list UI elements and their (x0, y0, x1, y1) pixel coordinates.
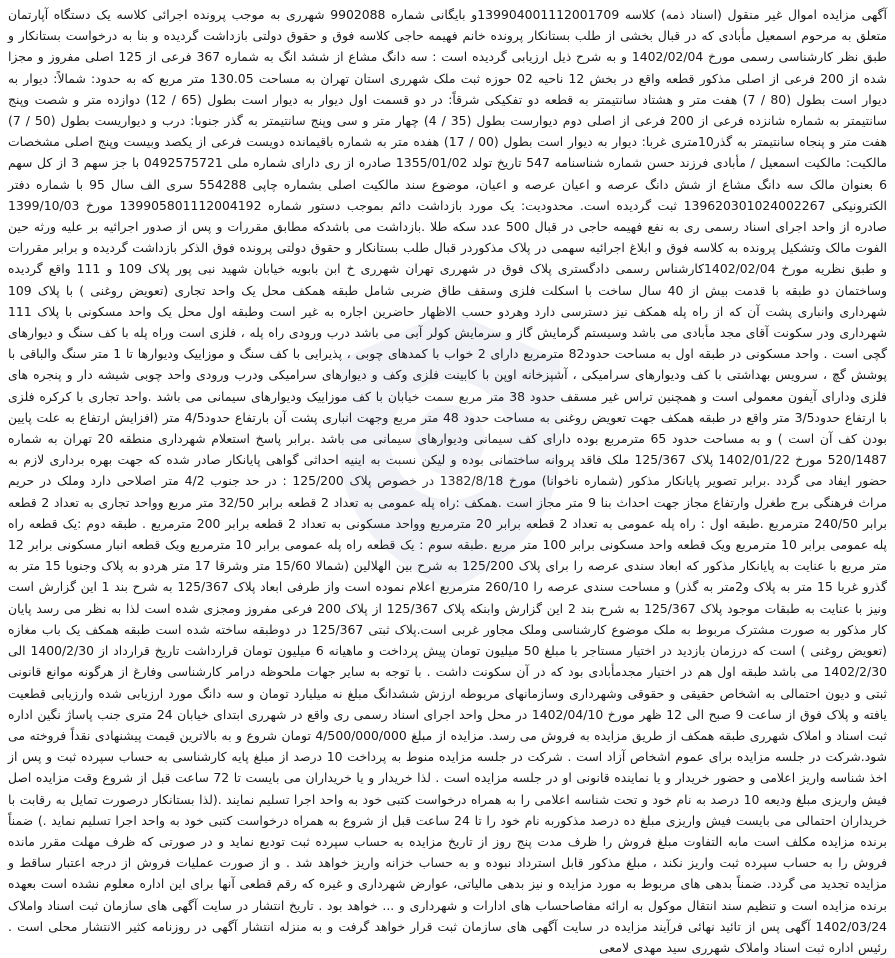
auction-notice-text: آگهی مزایده اموال غیر منقول (اسناد ذمه) کلاسه 139904001112001709و بایگانی شماره 9902088 شهرری به موجب پرونده اجرائی کلاسه یک دستگاه آپارتمان متعلق به مرحوم اسمعیل مأبادی که در قبال بخشی از طلب بستانکار پرونده خانم فهیمه حاجی کلاسه فوق و حقوق دولتی بازداشت گردیده و بنا به درخواست بستانکار و طبق نظر کارشناسی رسمی مورخ 1402/02/04 و به شرح ذیل ارزیابی گردیده است : سه دانگ مشاع از ششد انگ به شماره 367 فرعی از 125 اصلی مفروز و مجزا شده از 200 فرعی از اصلی مذکور قطعه واقع در بخش 12 ناحیه 02 حوزه ثبت ملک شهرری استان تهران به مساحت 130.05 متر مربع که به حدود: شمالاً: دیوار به دیوار است بطول (80 / 7) هفت متر و هشتاد سانتیمتر به قطعه دو تفکیکی شرقاً: در دو قسمت اول دیوار به دیوار است بطول (65 / 12) دوازده متر و شصت وپنج سانتیمتر به شماره شانزده فرعی از 200 فرعی از اصلی دوم دیوارست بطول (35 / 4) چهار متر و سی وپنج سانتیمتر به گذر جنوبا: درب و دیواریست بطول (50 / 7) هفت متر و پنجاه سانتیمتر به گذر10متری غربا: دیوار به دیوار است بطول (00 / 17) هفده متر به شماره باقیمانده دویست فرعی از یکصد وبیست وپنج اصلی مشخصات مالکیت: مالکیت اسمعیل / مأبادی فرزند حسن شماره شناسنامه 547 تاریخ تولد 1355/01/02 صادره از ری دارای شماره ملی 0492575721 با جز سهم 3 از کل سهم 6 بعنوان مالک سه دانگ مشاع از شش دانگ عرصه و اعیان عرصه و اعیان، موضوع سند مالکیت اصلی بشماره چاپی 554288 سری الف سال 95 با شماره دفتر الکترونیکی 139620301024002267 ثبت گردیده است. محدودیت: یک مورد بازداشت دائم بموجب دستور شماره 139905801112004192 مورخ 1399/10/03 صادره از واحد اجرای اسناد رسمی ری به نفع فهیمه حاجی در قبال 500 عدد سکه طلا .بازداشت می باشدکه مطابق مقررات و پس از صدور اجرائیه بر علیه ورثه حین الفوت مالک وتشکیل پرونده به کلاسه فوق و ابلاغ اجرائیه سهمی در پلاک مذکوردر قبال طلب بستانکار و حقوق دولتی پرونده فوق الذکر بازداشت گردیده و برابر مقررات و طبق نظریه مورخ 1402/02/04کارشناس رسمی دادگستری پلاک فوق در شهرری تهران شهرری خ ابن بابویه خیابان شهید نبی پور پلاک 109 و 111 واقع گردیده وساختمان دو طبقه با قدمت بیش از 40 سال ساخت با اسکلت فلزی وسقف طاق ضربی شامل طبقه همکف محل یک واحد تجاری (تعویض روغنی ) با پلاک 109 شهرداری وانباری پشت آن که از راه پله همکف نیز دسترسی دارد وهردو حسب الاظهار حاضرین اجاره به غیر است وطبقه اول محل یک واحد مسکونی با پلاک 111 شهرداری ودر سکونت آقای مجد مأبادی می باشد وسیستم گرمایش گاز و سرمایش کولر آبی می باشد درب ورودی راه پله ، فلزی است وراه پله با کف سنگ و دیوارهای گچی است . واحد مسکونی در طبقه اول به مساحت حدود82 مترمربع دارای 2 خواب با کمدهای چوبی ، پذیرایی با کف سنگ و موزاییک ودیوارها تا 1 متر سنگ والباقی با پوشش گچ ، سرویس بهداشتی با کف ودیوارهای سرامیکی ، آشپزخانه اوپن با کابینت فلزی وکف و دیوارهای سرامیکی ودرب ورودی واحد چوبی شیشه دار و پنجره های فلزی ودارای آیفون معمولی است و همچنین تراس غیر مسقف حدود 38 متر مربع سمت خیابان با کف موزاییک ودیوارهای سیمانی می باشد .واحد تجاری با کرکره فلزی با ارتفاع حدود3/5 متر واقع در طبقه همکف جهت تعویض روغنی به مساحت حدود 48 متر مربع وجهت انباری پشت آن بارتفاع حدود4/5 متر (افزایش ارتفاع به علت پایین بودن کف آن است ) و به مساحت حدود 65 مترمربع بوده دارای کف سیمانی ودیوارهای سیمانی می باشد .برابر پاسخ استعلام شهرداری منطقه 20 تهران به شماره 520/1487 مورخ 1402/01/22 پلاک 125/367 ملک فاقد پروانه ساختمانی بوده و لیکن نسبت به اینیه احداثی گواهی پایانکار صادر شده که جهت بهره برداری لازم به حضور ایفاد می گردد .برابر تصویر پایانکار مذکور (شماره ناخوانا) مورخ 1382/8/18 در خصوص پلاک 125/200 : در حد جنوب 4/2 متر اصلاحی دارد وملک در حریم مراث فرهنگی برج طغرل وارتفاع مجاز جهت احداث بنا 9 متر مجاز است .همکف :راه پله عمومی به تعداد 2 قطعه برابر 32/50 متر مربع وواحد تجاری به تعداد 2 قطعه برابر 240/50 مترمربع .طبقه اول : راه پله عمومی به تعداد 2 قطعه برابر 20 مترمربع وواحد مسکونی به تعداد 2 قطعه برابر 200 مترمربع . طبقه دوم :یک قطعه راه پله عمومی برابر 10 مترمربع ویک قطعه واحد مسکونی برابر 100 متر مربع .طبقه سوم : یک قطعه راه پله عمومی برابر 10 مترمربع ویک قطعه انبار مسکونی برابر 12 متر مربع با عنایت به پایانکار مذکور که ابعاد سندی عرصه را برای پلاک 125/200 به شرح بین الهلالین (شمالا 15/60 متر وشرقا 17 متر هردو به پلاک وجنوبا 15 متر به گذرو غربا 15 متر به پلاک و2متر به گذر) و مساحت سندی عرصه را 260/10 مترمربع اعلام نموده است واز طرفی ابعاد پلاک 125/367 به شرح بند 1 این گزارش است ونیز با عنایت به طبقات موجود پلاک 125/367 به شرح بند 2 این گزارش وابنکه پلاک 125/367 از پلاک 200 فرعی مفروز ومجزی شده است لذا به نظر می رسد پایان کار مذکور به صورت مشترک مربوط به ملک موضوع کارشناسی وملک مجاور غربی است.پلاک ثبتی 125/367 در دوطبقه ساخته شده است طبقه همکف یک باب مغازه (تعویض روغنی ) است که درزمان بازدید در اختیار مستاجر با مبلغ 50 میلیون تومان پیش پرداخت و ماهیانه 6 میلیون تومان قرارداشت تاریخ قرارداد از 1400/2/30 الی 1402/2/30 می باشد طبقه اول هم در اختیار مجدمأبادی بود که در آن سکونت داشت . با توجه به سایر جهات ملحوظه درامر کارشناسی وفارغ از هرگونه موانع قانونی ثبتی و دیون احتمالی به اشخاص حقیقی و حقوقی وشهرداری وسازمانهای مربوطه ارزش ششدانگ مبلغ نه میلیارد تومان و سه دانگ مورد ارزیابی شده وارزیابی قطعیت یافته و پلاک فوق از ساعت 9 صبح الی 12 ظهر مورخ 1402/04/10 در محل واحد اجرای اسناد رسمی ری واقع در شهرری ابتدای خیابان 24 متری جنب پاساژ نگین اداره ثبت اسناد و املاک شهرری طبقه همکف از طریق مزایده به فروش می رسد. مزایده از مبلغ 4/500/000/000 تومان شروع و به بالاترین قیمت پیشنهادی نقداً فروخته می شود.شرکت در جلسه مزایده برای عموم اشخاص آزاد است . شرکت در جلسه مزایده منوط به پرداخت 10 درصد از مبلغ پایه کارشناسی به حساب سپرده ثبت و پس از اخذ شناسه واریز اعلامی و حضور خریدار و یا نماینده قانونی او در جلسه مزایده است . لذا خریدار و یا خریداران می بایست تا 72 ساعت قبل از شروع وقت مزایده اصل فیش واریزی مبلغ ودیعه 10 درصد به نام خود و تحت شناسه اعلامی را به همراه درخواست کتبی خود به واحد اجرا تسلیم نمایند .(لذا بستانکار درصورت تمایل به رقابت با خریداران احتمالی می بایست فیش واریزی مبلغ ده درصد مذکوربه نام خود را تا 24 ساعت قبل از شروع به همراه درخواست کتبی خود به واحد اجرا تسلیم نماید .) ضمناً برنده مزایده مکلف است مابه التفاوت مبلغ فروش را ظرف مدت پنج روز از تاریخ مزایده به حساب سپرده ثبت تودیع نماید و در صورتی که ظرف مهلت مقرر مانده فروش را به حساب سپرده ثبت واریز نکند ، مبلغ مذکور قابل استرداد نبوده و به حساب خزانه واریز خواهد شد . و از صورت عملیات فروش از درجه اعتبار ساقط و مزایده تجدید می گردد. ضمناً بدهی های مربوط به مورد مزایده و نیز بدهی مالیاتی، عوارض شهرداری و غیره که رقم قطعی آنها برای این اداره معلوم نشده است بعهده برنده مزایده است و تنظیم سند انتقال موکول به ارائه مفاصاحساب های ادارات و شهرداری و ... خواهد بود . تاریخ انتشار در سایت آگهی های سازمان ثبت اسناد واملاک 1402/03/24 آگهی پس از تائید نهائی فرآیند مزایده در سایت آگهی های سازمان ثبت قرار خواهد گرفت و به منزله انتشار آگهی در روزنامه کثیر الانتشار محلی است . رئیس اداره ثبت اسناد واملاک شهرری سید مهدی لامعی (8, 7, 888, 955)
